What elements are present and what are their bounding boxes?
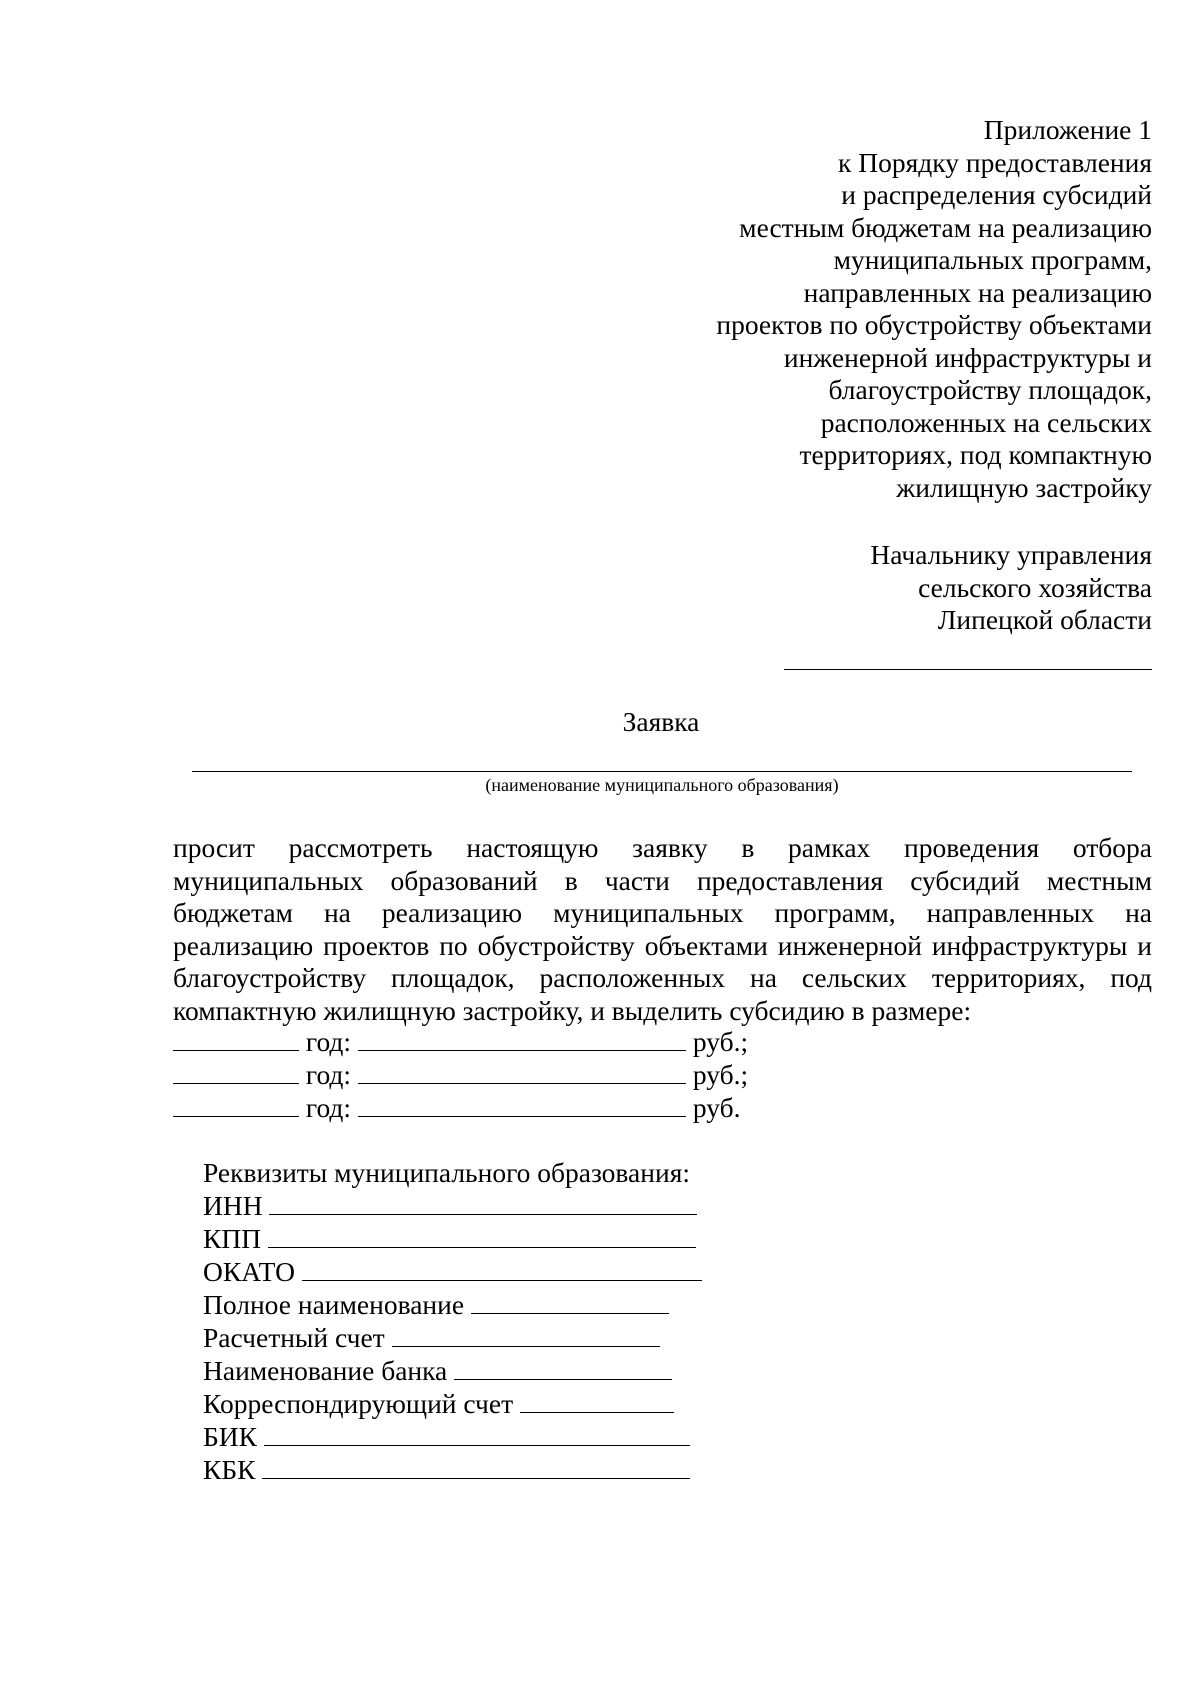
requisite-label: ИНН <box>203 1190 263 1221</box>
requisite-row-inn <box>203 1190 697 1224</box>
requisite-label: Полное наименование <box>203 1289 465 1320</box>
requisite-row-full-name <box>203 1289 669 1323</box>
corr-account-blank[interactable] <box>520 1388 674 1413</box>
appendix-line: территориях, под компактную <box>799 439 1152 470</box>
year-blank[interactable] <box>173 1026 299 1051</box>
year-row <box>173 1026 748 1060</box>
appendix-line: направленных на реализацию <box>803 276 1152 308</box>
requisite-row-corr-account <box>203 1388 674 1422</box>
appendix-header <box>632 114 1152 504</box>
currency-label: руб.; <box>692 1059 749 1090</box>
requisite-label: БИК <box>203 1421 257 1452</box>
requisite-label: ОКАТО <box>203 1256 295 1287</box>
year-label: год: <box>305 1026 352 1057</box>
appendix-line: проектов по обустройству объектами <box>716 309 1152 340</box>
amount-blank[interactable] <box>358 1092 686 1117</box>
year-row <box>173 1059 748 1093</box>
requisite-row-bank-name <box>203 1355 672 1389</box>
requisite-row-kpp <box>203 1223 696 1257</box>
amount-blank[interactable] <box>358 1026 686 1051</box>
appendix-line: жилищную застройку <box>896 471 1152 503</box>
currency-label: руб. <box>692 1092 741 1123</box>
requisite-label: Корреспондирующий счет <box>203 1388 514 1419</box>
appendix-line: местным бюджетам на реализацию <box>739 211 1152 243</box>
requisite-row-kbk <box>203 1454 690 1488</box>
requisite-row-bik <box>203 1421 690 1455</box>
requisite-row-okato <box>203 1256 702 1290</box>
addressee-line: сельского хозяйства <box>918 571 1152 603</box>
appendix-line: и распределения субсидий <box>841 179 1152 210</box>
appendix-line: благоустройству площадок, <box>828 374 1152 405</box>
addressee-line: Начальнику управления <box>870 539 1152 570</box>
okato-blank[interactable] <box>302 1256 702 1281</box>
municipality-name-caption: (наименование муниципального образования) <box>485 775 839 795</box>
full-name-blank[interactable] <box>471 1289 669 1314</box>
year-blank[interactable] <box>173 1092 299 1117</box>
appendix-line: инженерной инфраструктуры и <box>783 341 1152 373</box>
year-row <box>173 1092 740 1126</box>
requisites-heading: Реквизиты муниципального образования: <box>203 1157 690 1188</box>
appendix-line: муниципальных программ, <box>833 244 1152 275</box>
year-label: год: <box>305 1059 352 1090</box>
kpp-blank[interactable] <box>268 1223 696 1248</box>
account-blank[interactable] <box>392 1322 660 1347</box>
currency-label: руб.; <box>692 1026 749 1057</box>
requisite-label: Наименование банка <box>203 1355 448 1386</box>
amount-blank[interactable] <box>358 1059 686 1084</box>
appendix-line: к Порядку предоставления <box>838 146 1152 178</box>
appendix-line: Приложение 1 <box>983 114 1152 145</box>
inn-blank[interactable] <box>269 1190 697 1215</box>
requisite-label: КБК <box>203 1454 256 1485</box>
requisite-label: Расчетный счет <box>203 1322 385 1353</box>
bank-name-blank[interactable] <box>454 1355 672 1380</box>
kbk-blank[interactable] <box>262 1454 690 1479</box>
request-paragraph: просит рассмотреть настоящую заявку в рамках проведения отбора муниципальных образований в части предоставления субсидий местным бюджетам на реализацию муниципальных программ, направленных на реализацию проектов по обустройству объектами инженерной инфраструктуры и благоустройству площадок, расположенных на сельских территориях, под компактную жилищную застройку, и выделить субсидию в размере: <box>173 832 1152 1026</box>
year-blank[interactable] <box>173 1059 299 1084</box>
addressee-block <box>632 539 1152 637</box>
requisite-row-account <box>203 1322 660 1356</box>
appendix-line: расположенных на сельских <box>820 406 1152 438</box>
requisite-label: КПП <box>203 1223 262 1254</box>
document-title: Заявка <box>622 706 700 737</box>
bik-blank[interactable] <box>264 1421 690 1446</box>
addressee-line: Липецкой области <box>937 604 1152 635</box>
addressee-name-blank[interactable] <box>784 669 1152 670</box>
municipality-name-blank[interactable] <box>192 771 1132 772</box>
year-label: год: <box>305 1092 352 1123</box>
